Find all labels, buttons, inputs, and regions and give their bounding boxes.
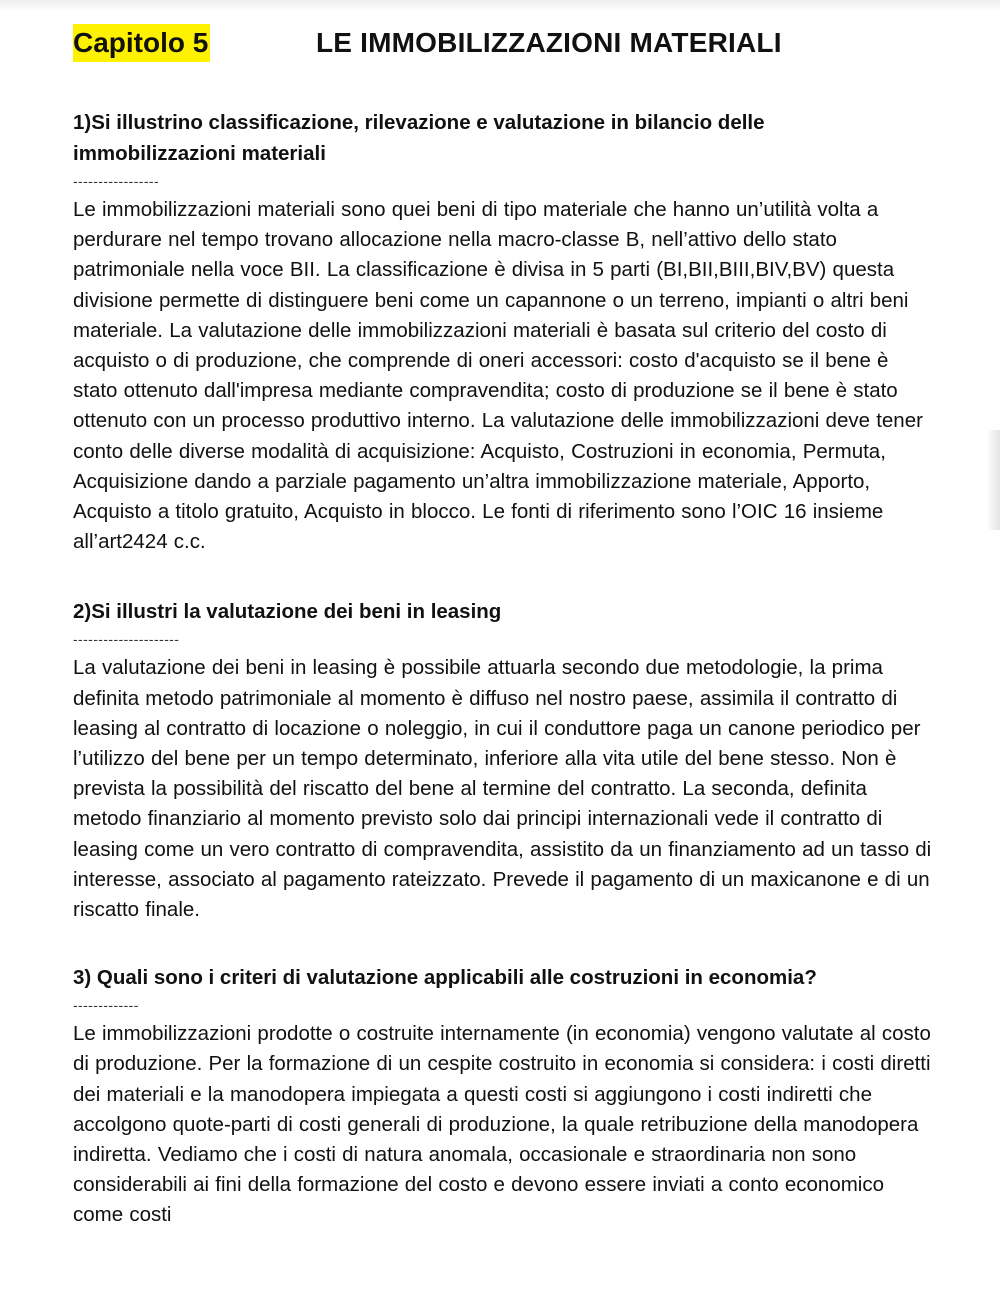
page-top-edge <box>0 0 1000 12</box>
section-2 <box>73 596 933 925</box>
answer-2: La valutazione dei beni in leasing è possibile attuarla secondo due metodologie, la prima definita metodo patrimoniale al momento è diffuso nel nostro paese, assimila il contratto di leasing al contratto di locazione o noleggio, in cui il conduttore paga un canone periodico per l’utilizzo del bene per un tempo determinato, inferiore alla vita utile del bene stesso. Non è prevista la possibilità del riscatto del bene al termine del contratto. La seconda, definita metodo finanziario al momento previsto solo dai principi internazionali vede il contratto di leasing come un vero contratto di compravendita, assistito da un finanziamento ad un tasso di interesse, associato al pagamento rateizzato. Prevede il pagamento di un maxicanone e di un riscatto finale. <box>73 656 932 922</box>
separator-3: ------------- <box>73 997 139 1014</box>
section-3 <box>73 962 933 1230</box>
section-1 <box>73 107 933 557</box>
page-edge-shadow <box>986 430 1000 530</box>
document-page <box>73 22 933 1231</box>
separator-1: ----------------- <box>73 173 160 189</box>
question-2: 2)Si illustri la valutazione dei beni in leasing <box>73 600 502 624</box>
answer-3: Le immobilizzazioni prodotte o costruite internamente (in economia) vengono valutate al costo di produzione. Per la formazione di un cespite costruito in economia si considera: i costi diretti dei materiali e la manodopera impiegata a questi costi si aggiungono i costi indiretti che accolgono quote-parti di costi generali di produzione, la quale retribuzione della manodopera indiretta. Vediamo che i costi di natura anomala, occasionale e straordinaria non sono considerabili ai fini della formazione del costo e devono essere inviati a conto economico come costi <box>73 1022 931 1227</box>
answer-1: Le immobilizzazioni materiali sono quei beni di tipo materiale che hanno un’utilità volta a perdurare nel tempo trovano allocazione nella macro-classe B, nell’attivo dello stato patrimoniale nella voce BII. La classificazione è divisa in 5 parti (BI,BII,BIII,BIV,BV) questa divisione permette di distinguere beni come un capannone o un terreno, impianti o altri beni materiale. La valutazione delle immobilizzazioni materiali è basata sul criterio del costo di acquisto o di produzione, che comprende di oneri accessori: costo d'acquisto se il bene è stato ottenuto dall'impresa mediante compravendita; costo di produzione se il bene è stato ottenuto con un processo produttivo interno. La valutazione delle immobilizzazioni deve tener conto delle diverse modalità di acquisizione: Acquisto, Costruzioni in economia, Permuta, Acquisizione dando a parziale pagamento un’altra immobilizzazione materiale, Apporto, Acquisto a titolo gratuito, Acquisto in blocco. Le fonti di riferimento sono l’OIC 16 insieme all’art2424 c.c. <box>73 198 923 554</box>
chapter-title: LE IMMOBILIZZAZIONI MATERIALI <box>316 27 782 58</box>
chapter-label: Capitolo 5 <box>73 24 210 62</box>
chapter-header <box>73 22 933 66</box>
question-1: 1)Si illustrino classificazione, rilevazione e valutazione in bilancio delle immobilizzazioni materiali <box>73 111 765 165</box>
question-3: 3) Quali sono i criteri di valutazione applicabili alle costruzioni in economia? <box>73 966 817 990</box>
separator-2: --------------------- <box>73 631 180 648</box>
